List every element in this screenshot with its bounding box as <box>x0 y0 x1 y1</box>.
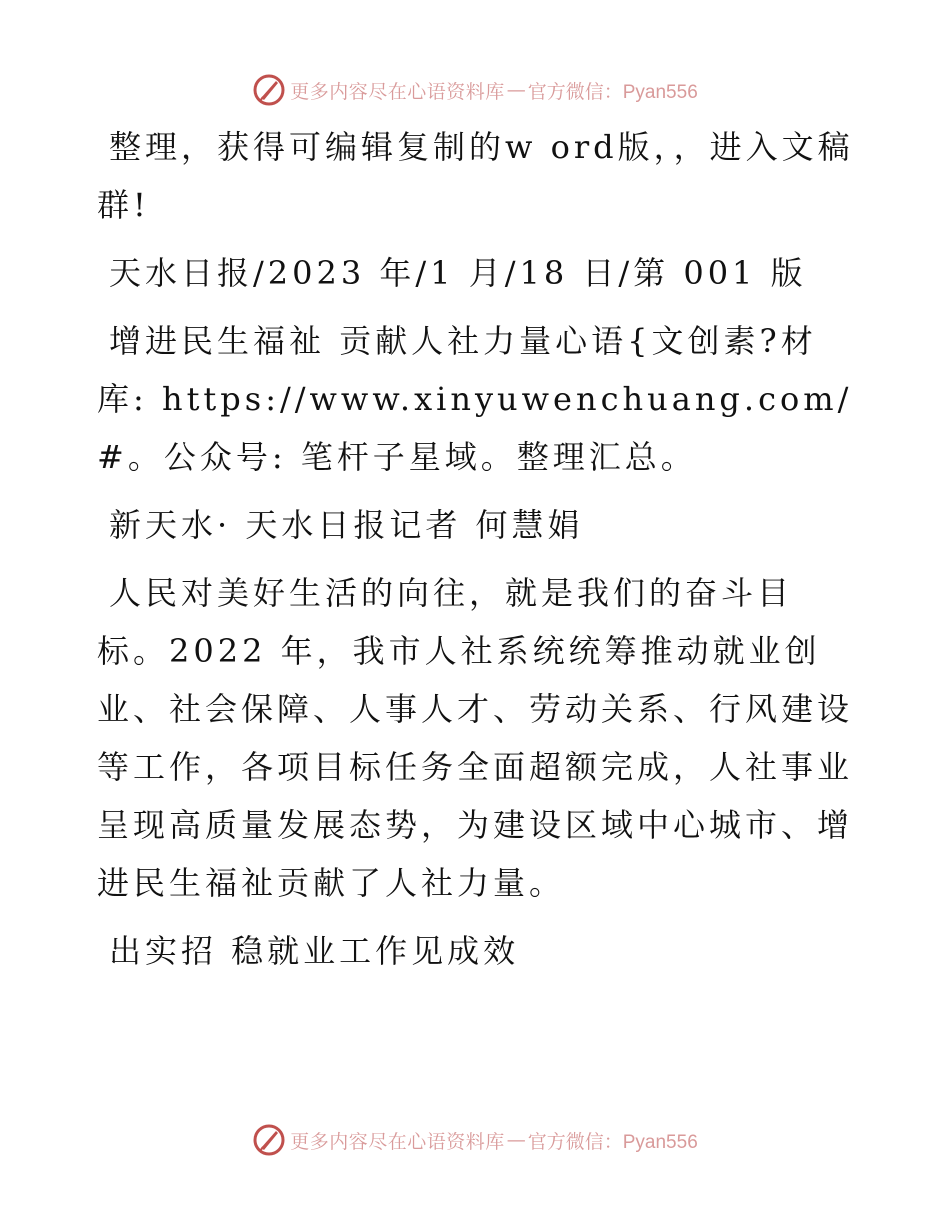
paragraph-intro: 整理，获得可编辑复制的w ord版，，进入文稿群! <box>97 128 854 224</box>
paragraph-body: 人民对美好生活的向往，就是我们的奋斗目标。2022 年，我市人社系统统筹推动就业创业、社会保障、人事人才、劳动关系、行风建设等工作，各项目标任务全面超额完成，人社事业呈现高质量发展态势，为建设区域中心城市、增进民生福祉贡献了人社力量。 <box>97 574 854 902</box>
watermark-wechat: 官方微信：Pyan556 <box>527 81 698 103</box>
watermark-dash: — <box>506 79 526 101</box>
watermark-slogan: 更多内容尽在心语资料库 <box>290 80 505 103</box>
quill-logo-icon <box>252 1123 286 1157</box>
quill-logo-icon <box>252 73 286 107</box>
watermark-slogan: 更多内容尽在心语资料库 <box>290 1130 505 1153</box>
watermark-wechat: 官方微信：Pyan556 <box>527 1131 698 1153</box>
document-body <box>97 118 857 990</box>
header-watermark <box>0 70 950 110</box>
paragraph-source: 天水日报/2023 年/1 月/18 日/第 001 版 <box>109 254 807 292</box>
paragraph-headline: 增进民生福祉 贡献人社力量心语{文创素?材库: https://www.xinyuwenchuang.com/#。公众号: 笔杆子星域。整理汇总。 <box>97 322 853 476</box>
paragraph-byline: 新天水· 天水日报记者 何慧娟 <box>109 506 584 544</box>
footer-watermark <box>0 1120 950 1160</box>
watermark-dash: — <box>506 1129 526 1151</box>
paragraph-subheading: 出实招 稳就业工作见成效 <box>109 932 520 970</box>
